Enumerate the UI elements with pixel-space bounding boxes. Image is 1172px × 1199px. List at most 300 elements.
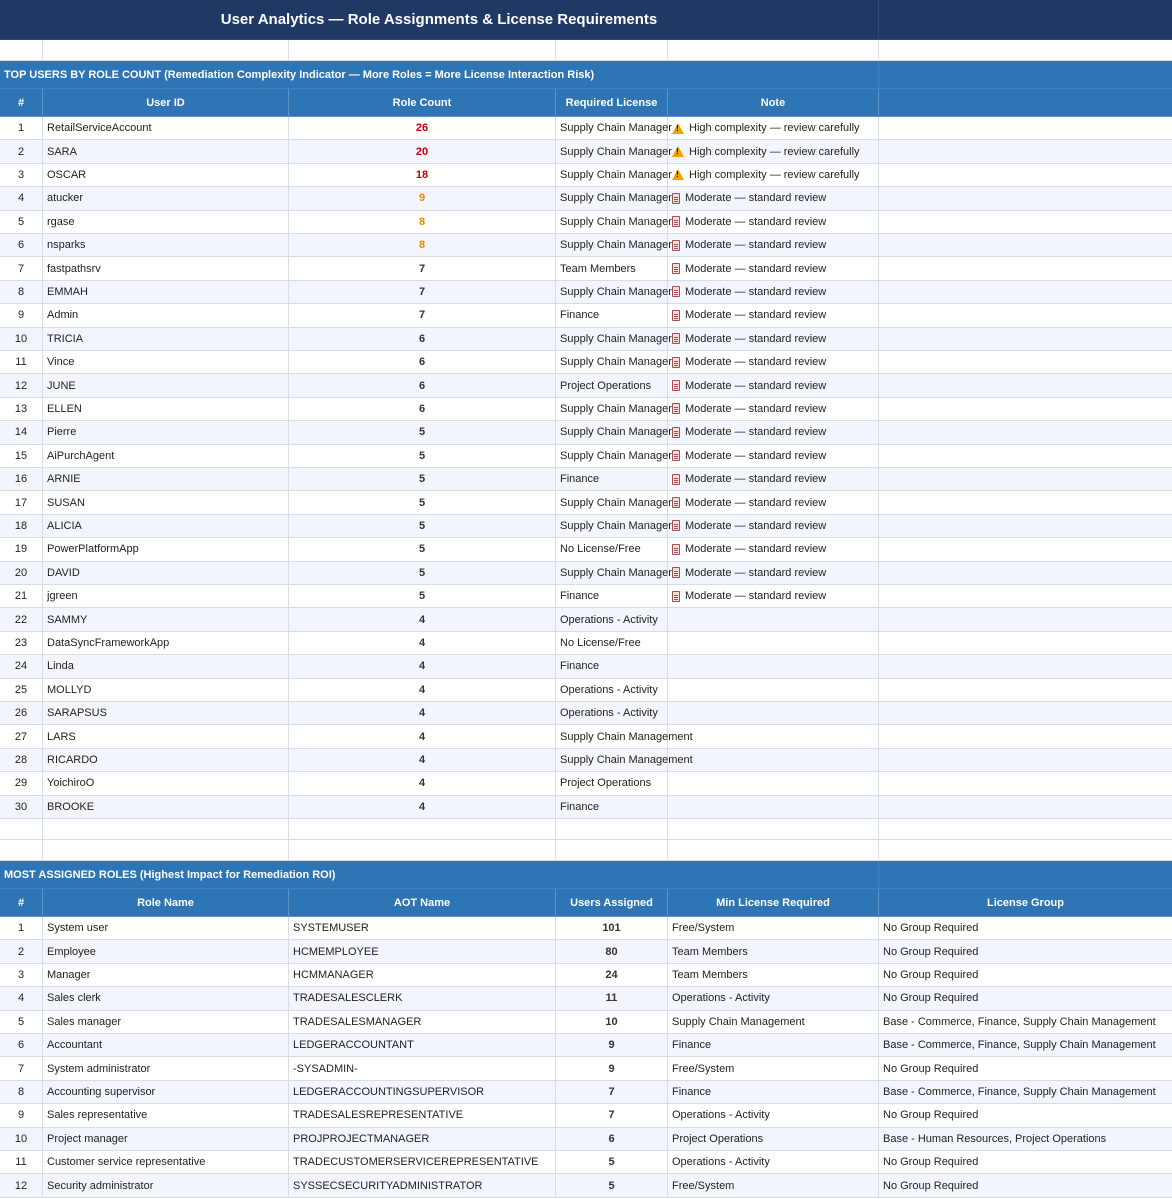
user-id[interactable]: SARA: [43, 140, 289, 163]
table-row: [0, 1104, 1172, 1127]
note-text: Moderate — standard review: [685, 356, 827, 369]
row-index: 27: [0, 725, 43, 748]
table-row: [0, 281, 1172, 304]
empty-cell[interactable]: [289, 840, 556, 861]
user-id[interactable]: rgase: [43, 211, 289, 234]
table-row: [0, 117, 1172, 140]
required-license: Supply Chain Manager: [556, 187, 668, 210]
empty-cell[interactable]: [879, 351, 1172, 374]
row-index: 16: [0, 468, 43, 491]
empty-cell[interactable]: [879, 211, 1172, 234]
min-license-required: Finance: [668, 1034, 879, 1057]
empty-cell[interactable]: [0, 840, 43, 861]
role-count: 5: [289, 515, 556, 538]
row-index: 9: [0, 1104, 43, 1127]
empty-cell[interactable]: [879, 702, 1172, 725]
user-id[interactable]: atucker: [43, 187, 289, 210]
role-name[interactable]: Sales manager: [43, 1011, 289, 1034]
empty-cell[interactable]: [879, 234, 1172, 257]
user-id[interactable]: Pierre: [43, 421, 289, 444]
users-section-header: [0, 61, 1172, 89]
user-id[interactable]: ARNIE: [43, 468, 289, 491]
empty-cell[interactable]: [879, 445, 1172, 468]
empty-cell[interactable]: [879, 515, 1172, 538]
clipboard-icon: [672, 450, 680, 461]
table-row: [0, 1081, 1172, 1104]
note-cell: [668, 562, 879, 585]
note-cell: [668, 538, 879, 561]
row-index: 3: [0, 964, 43, 987]
row-index: 5: [0, 1011, 43, 1034]
empty-cell[interactable]: [879, 328, 1172, 351]
license-group: No Group Required: [879, 1151, 1172, 1174]
aot-name: LEDGERACCOUNTINGSUPERVISOR: [289, 1081, 556, 1104]
table-row: [0, 585, 1172, 608]
empty-cell[interactable]: [879, 468, 1172, 491]
table-row: [0, 1128, 1172, 1151]
note-cell: [668, 655, 879, 678]
clipboard-icon: [672, 380, 680, 391]
table-row: [0, 1011, 1172, 1034]
table-row: [0, 328, 1172, 351]
role-name[interactable]: Project manager: [43, 1128, 289, 1151]
license-group: No Group Required: [879, 1174, 1172, 1197]
role-count: 18: [289, 164, 556, 187]
note-cell: [668, 351, 879, 374]
table-row: [0, 211, 1172, 234]
empty-cell[interactable]: [879, 725, 1172, 748]
row-index: 12: [0, 1174, 43, 1197]
user-id[interactable]: Linda: [43, 655, 289, 678]
page-title: User Analytics — Role Assignments & License Requirements: [0, 0, 879, 40]
users-assigned: 5: [556, 1174, 668, 1197]
user-id[interactable]: nsparks: [43, 234, 289, 257]
min-license-required: Supply Chain Management: [668, 1011, 879, 1034]
required-license: Supply Chain Manager: [556, 445, 668, 468]
table-row: [0, 304, 1172, 327]
row-index: 19: [0, 538, 43, 561]
table-row: [0, 351, 1172, 374]
col-header-aot-name[interactable]: AOT Name: [289, 889, 556, 917]
clipboard-icon: [672, 591, 680, 602]
empty-cell[interactable]: [879, 374, 1172, 397]
title-bar: [0, 0, 1172, 40]
user-id[interactable]: YoichiroO: [43, 772, 289, 795]
role-count: 5: [289, 562, 556, 585]
license-group: No Group Required: [879, 1057, 1172, 1080]
users-assigned: 9: [556, 1057, 668, 1080]
users-assigned: 10: [556, 1011, 668, 1034]
empty-cell[interactable]: [556, 40, 668, 61]
note-cell: [668, 211, 879, 234]
user-id[interactable]: TRICIA: [43, 328, 289, 351]
license-group: No Group Required: [879, 917, 1172, 940]
min-license-required: Finance: [668, 1081, 879, 1104]
row-index: 2: [0, 940, 43, 963]
table-row: [0, 796, 1172, 819]
min-license-required: Free/System: [668, 1057, 879, 1080]
note-text: Moderate — standard review: [685, 496, 827, 509]
note-cell: [668, 164, 879, 187]
empty-cell[interactable]: [668, 40, 879, 61]
empty-cell[interactable]: [289, 40, 556, 61]
note-cell: [668, 304, 879, 327]
user-id[interactable]: fastpathsrv: [43, 257, 289, 280]
col-header-license-group[interactable]: License Group: [879, 889, 1172, 917]
row-index: 25: [0, 679, 43, 702]
table-row: [0, 257, 1172, 280]
role-name[interactable]: Security administrator: [43, 1174, 289, 1197]
clipboard-icon: [672, 216, 680, 227]
empty-cell[interactable]: [879, 281, 1172, 304]
row-index: 18: [0, 515, 43, 538]
table-row: [0, 702, 1172, 725]
empty-cell[interactable]: [879, 679, 1172, 702]
row-index: 24: [0, 655, 43, 678]
col-header-role-name[interactable]: Role Name: [43, 889, 289, 917]
roles-section-title: MOST ASSIGNED ROLES (Highest Impact for Remediation ROI): [0, 861, 879, 889]
note-text: Moderate — standard review: [685, 590, 827, 603]
note-text: High complexity — review carefully: [689, 145, 860, 158]
role-name[interactable]: Customer service representative: [43, 1151, 289, 1174]
required-license: Operations - Activity: [556, 679, 668, 702]
empty-cell[interactable]: [556, 840, 668, 861]
user-id[interactable]: PowerPlatformApp: [43, 538, 289, 561]
empty-cell[interactable]: [668, 840, 879, 861]
table-row: [0, 398, 1172, 421]
user-id[interactable]: SARAPSUS: [43, 702, 289, 725]
empty-cell[interactable]: [879, 608, 1172, 631]
table-row: [0, 374, 1172, 397]
empty-cell[interactable]: [556, 819, 668, 840]
user-id[interactable]: AiPurchAgent: [43, 445, 289, 468]
min-license-required: Project Operations: [668, 1128, 879, 1151]
empty-cell[interactable]: [879, 40, 1172, 61]
col-header-index[interactable]: #: [0, 889, 43, 917]
aot-name: TRADESALESCLERK: [289, 987, 556, 1010]
license-group: Base - Commerce, Finance, Supply Chain Management: [879, 1034, 1172, 1057]
required-license: Finance: [556, 468, 668, 491]
note-text: Moderate — standard review: [685, 285, 827, 298]
note-cell: [668, 421, 879, 444]
users-section-title: TOP USERS BY ROLE COUNT (Remediation Complexity Indicator — More Roles = More License Interaction Risk): [0, 61, 879, 89]
empty-cell[interactable]: [879, 0, 1172, 40]
role-count: 5: [289, 491, 556, 514]
row-index: 6: [0, 234, 43, 257]
col-header-note[interactable]: Note: [668, 89, 879, 117]
user-id[interactable]: ALICIA: [43, 515, 289, 538]
table-row: [0, 725, 1172, 748]
role-name[interactable]: Sales representative: [43, 1104, 289, 1127]
empty-cell[interactable]: [879, 398, 1172, 421]
clipboard-icon: [672, 286, 680, 297]
role-count: 4: [289, 632, 556, 655]
note-text: High complexity — review carefully: [689, 168, 860, 181]
role-count: 6: [289, 398, 556, 421]
required-license: Supply Chain Manager: [556, 351, 668, 374]
clipboard-icon: [672, 240, 680, 251]
note-text: High complexity — review carefully: [689, 122, 860, 135]
user-id[interactable]: DAVID: [43, 562, 289, 585]
empty-cell[interactable]: [879, 796, 1172, 819]
user-id[interactable]: MOLLYD: [43, 679, 289, 702]
empty-cell[interactable]: [879, 117, 1172, 140]
table-row: [0, 562, 1172, 585]
clipboard-icon: [672, 403, 680, 414]
empty-cell: [879, 861, 1172, 889]
aot-name: PROJPROJECTMANAGER: [289, 1128, 556, 1151]
role-count: 5: [289, 585, 556, 608]
users-assigned: 7: [556, 1104, 668, 1127]
row-index: 15: [0, 445, 43, 468]
clipboard-icon: [672, 310, 680, 321]
user-id[interactable]: Admin: [43, 304, 289, 327]
empty-cell: [879, 89, 1172, 117]
role-count: 6: [289, 374, 556, 397]
min-license-required: Free/System: [668, 917, 879, 940]
empty-cell[interactable]: [879, 655, 1172, 678]
table-row: [0, 679, 1172, 702]
blank-row: [0, 819, 1172, 840]
users-assigned: 7: [556, 1081, 668, 1104]
note-cell: [668, 608, 879, 631]
empty-cell: [879, 61, 1172, 89]
note-text: Moderate — standard review: [685, 239, 827, 252]
empty-cell[interactable]: [879, 840, 1172, 861]
table-row: [0, 421, 1172, 444]
role-name[interactable]: Manager: [43, 964, 289, 987]
table-row: [0, 917, 1172, 940]
aot-name: LEDGERACCOUNTANT: [289, 1034, 556, 1057]
table-row: [0, 538, 1172, 561]
empty-cell[interactable]: [0, 40, 43, 61]
user-id[interactable]: SUSAN: [43, 491, 289, 514]
row-index: 11: [0, 351, 43, 374]
role-count: 7: [289, 257, 556, 280]
users-assigned: 11: [556, 987, 668, 1010]
aot-name: SYSTEMUSER: [289, 917, 556, 940]
row-index: 9: [0, 304, 43, 327]
row-index: 4: [0, 187, 43, 210]
empty-cell[interactable]: [879, 585, 1172, 608]
table-row: [0, 187, 1172, 210]
user-id[interactable]: ELLEN: [43, 398, 289, 421]
empty-cell[interactable]: [879, 140, 1172, 163]
empty-cell[interactable]: [879, 257, 1172, 280]
table-row: [0, 1174, 1172, 1197]
note-cell: [668, 585, 879, 608]
table-row: [0, 164, 1172, 187]
row-index: 17: [0, 491, 43, 514]
user-id[interactable]: RICARDO: [43, 749, 289, 772]
roles-column-headers: [0, 889, 1172, 917]
aot-name: HCMMANAGER: [289, 964, 556, 987]
note-text: Moderate — standard review: [685, 309, 827, 322]
users-assigned: 6: [556, 1128, 668, 1151]
role-name[interactable]: Accounting supervisor: [43, 1081, 289, 1104]
empty-cell[interactable]: [289, 819, 556, 840]
user-id[interactable]: DataSyncFrameworkApp: [43, 632, 289, 655]
aot-name: TRADECUSTOMERSERVICEREPRESENTATIVE: [289, 1151, 556, 1174]
col-header-role-count[interactable]: Role Count: [289, 89, 556, 117]
role-count: 5: [289, 468, 556, 491]
note-cell: [668, 491, 879, 514]
aot-name: SYSSECSECURITYADMINISTRATOR: [289, 1174, 556, 1197]
required-license: Supply Chain Manager: [556, 421, 668, 444]
min-license-required: Team Members: [668, 940, 879, 963]
empty-cell[interactable]: [43, 840, 289, 861]
required-license: Finance: [556, 655, 668, 678]
clipboard-icon: [672, 427, 680, 438]
row-index: 14: [0, 421, 43, 444]
empty-cell[interactable]: [879, 772, 1172, 795]
required-license: Supply Chain Manager: [556, 562, 668, 585]
license-group: Base - Commerce, Finance, Supply Chain Management: [879, 1011, 1172, 1034]
note-cell: [668, 725, 879, 748]
required-license: Finance: [556, 304, 668, 327]
role-count: 4: [289, 772, 556, 795]
required-license: Supply Chain Manager: [556, 164, 668, 187]
table-row: [0, 140, 1172, 163]
users-assigned: 9: [556, 1034, 668, 1057]
role-count: 9: [289, 187, 556, 210]
role-name[interactable]: System administrator: [43, 1057, 289, 1080]
required-license: Supply Chain Manager: [556, 234, 668, 257]
row-index: 1: [0, 917, 43, 940]
required-license: Supply Chain Management: [556, 725, 668, 748]
empty-cell[interactable]: [668, 819, 879, 840]
license-group: Base - Commerce, Finance, Supply Chain Management: [879, 1081, 1172, 1104]
empty-cell[interactable]: [43, 819, 289, 840]
user-id[interactable]: RetailServiceAccount: [43, 117, 289, 140]
users-assigned: 5: [556, 1151, 668, 1174]
row-index: 23: [0, 632, 43, 655]
clipboard-icon: [672, 333, 680, 344]
col-header-min-license[interactable]: Min License Required: [668, 889, 879, 917]
user-id[interactable]: LARS: [43, 725, 289, 748]
row-index: 3: [0, 164, 43, 187]
note-cell: [668, 374, 879, 397]
note-cell: [668, 187, 879, 210]
note-cell: [668, 257, 879, 280]
role-count: 8: [289, 234, 556, 257]
clipboard-icon: [672, 544, 680, 555]
role-name[interactable]: System user: [43, 917, 289, 940]
user-id[interactable]: BROOKE: [43, 796, 289, 819]
user-id[interactable]: Vince: [43, 351, 289, 374]
required-license: Supply Chain Management: [556, 749, 668, 772]
note-cell: [668, 772, 879, 795]
empty-cell[interactable]: [879, 421, 1172, 444]
user-id[interactable]: OSCAR: [43, 164, 289, 187]
empty-cell[interactable]: [879, 304, 1172, 327]
col-header-users-assigned[interactable]: Users Assigned: [556, 889, 668, 917]
role-count: 4: [289, 679, 556, 702]
note-text: Moderate — standard review: [685, 262, 827, 275]
note-cell: [668, 234, 879, 257]
min-license-required: Operations - Activity: [668, 987, 879, 1010]
col-header-required-license[interactable]: Required License: [556, 89, 668, 117]
note-text: Moderate — standard review: [685, 543, 827, 556]
row-index: 20: [0, 562, 43, 585]
role-name[interactable]: Accountant: [43, 1034, 289, 1057]
note-text: Moderate — standard review: [685, 426, 827, 439]
role-name[interactable]: Sales clerk: [43, 987, 289, 1010]
row-index: 10: [0, 328, 43, 351]
required-license: No License/Free: [556, 632, 668, 655]
empty-cell[interactable]: [879, 562, 1172, 585]
col-header-index[interactable]: #: [0, 89, 43, 117]
row-index: 10: [0, 1128, 43, 1151]
role-count: 7: [289, 281, 556, 304]
table-row: [0, 987, 1172, 1010]
required-license: Finance: [556, 796, 668, 819]
empty-cell[interactable]: [879, 187, 1172, 210]
role-count: 4: [289, 749, 556, 772]
empty-cell[interactable]: [879, 749, 1172, 772]
blank-row: [0, 840, 1172, 861]
required-license: Project Operations: [556, 772, 668, 795]
user-id[interactable]: EMMAH: [43, 281, 289, 304]
note-cell: [668, 140, 879, 163]
required-license: Supply Chain Manager: [556, 117, 668, 140]
table-row: [0, 445, 1172, 468]
empty-cell[interactable]: [43, 40, 289, 61]
empty-cell[interactable]: [879, 632, 1172, 655]
license-group: No Group Required: [879, 964, 1172, 987]
empty-cell[interactable]: [879, 538, 1172, 561]
required-license: Supply Chain Manager: [556, 281, 668, 304]
blank-row: [0, 40, 1172, 61]
license-group: No Group Required: [879, 940, 1172, 963]
clipboard-icon: [672, 520, 680, 531]
row-index: 5: [0, 211, 43, 234]
empty-cell[interactable]: [0, 819, 43, 840]
min-license-required: Operations - Activity: [668, 1104, 879, 1127]
min-license-required: Operations - Activity: [668, 1151, 879, 1174]
user-id[interactable]: jgreen: [43, 585, 289, 608]
user-id[interactable]: SAMMY: [43, 608, 289, 631]
row-index: 13: [0, 398, 43, 421]
note-cell: [668, 398, 879, 421]
row-index: 11: [0, 1151, 43, 1174]
aot-name: TRADESALESMANAGER: [289, 1011, 556, 1034]
table-row: [0, 940, 1172, 963]
required-license: Supply Chain Manager: [556, 398, 668, 421]
note-text: Moderate — standard review: [685, 215, 827, 228]
role-count: 6: [289, 351, 556, 374]
row-index: 7: [0, 1057, 43, 1080]
note-text: Moderate — standard review: [685, 566, 827, 579]
role-name[interactable]: Employee: [43, 940, 289, 963]
col-header-user-id[interactable]: User ID: [43, 89, 289, 117]
note-text: Moderate — standard review: [685, 379, 827, 392]
row-index: 30: [0, 796, 43, 819]
user-id[interactable]: JUNE: [43, 374, 289, 397]
users-assigned: 101: [556, 917, 668, 940]
license-group: No Group Required: [879, 1104, 1172, 1127]
empty-cell[interactable]: [879, 164, 1172, 187]
empty-cell[interactable]: [879, 819, 1172, 840]
min-license-required: Team Members: [668, 964, 879, 987]
empty-cell[interactable]: [879, 491, 1172, 514]
clipboard-icon: [672, 474, 680, 485]
note-cell: [668, 515, 879, 538]
note-cell: [668, 117, 879, 140]
role-count: 20: [289, 140, 556, 163]
row-index: 8: [0, 281, 43, 304]
required-license: Supply Chain Manager: [556, 211, 668, 234]
